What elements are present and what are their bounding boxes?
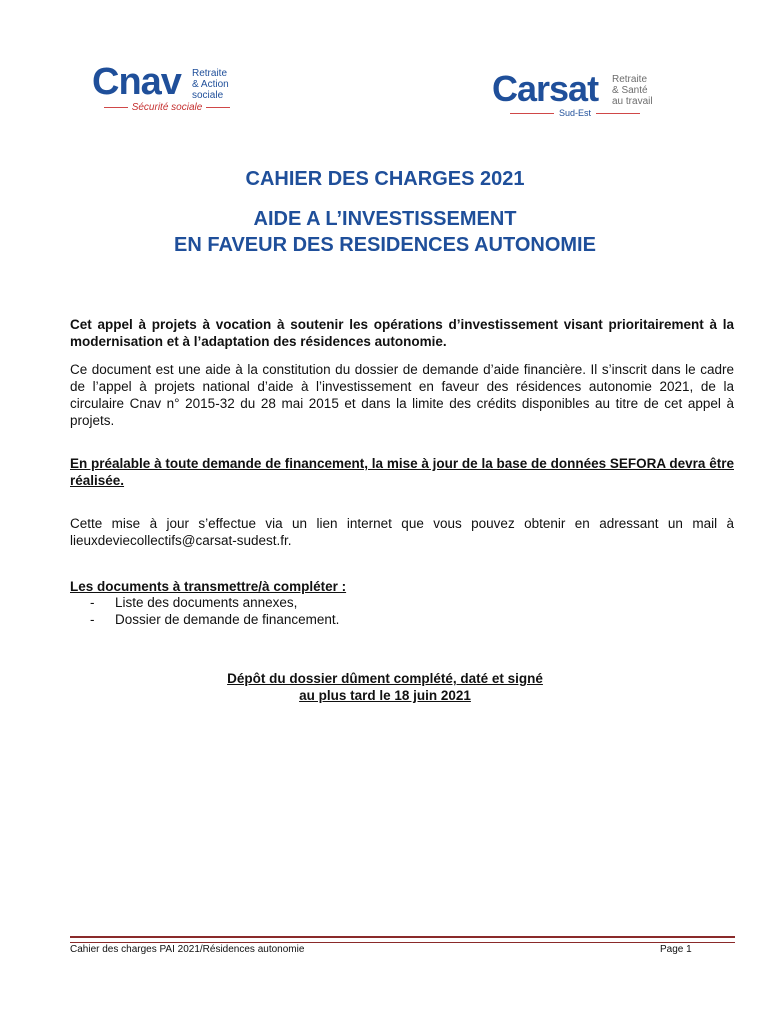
cnav-logo-side-text (192, 68, 229, 101)
cnav-side-line: Retraite (192, 68, 228, 79)
carsat-logo-side-text (612, 74, 653, 107)
cnav-logo-word: Cnav (92, 61, 181, 103)
carsat-side-line: au travail (612, 96, 653, 107)
document-title: CAHIER DES CHARGES 2021 (245, 168, 525, 190)
list-item: - Liste des documents annexes, (90, 595, 298, 610)
cnav-logo (92, 62, 252, 122)
intro-paragraph: Cet appel à projets à vocation à soutenir les opérations d’investissement visant prioritairement à la modernisation et à l’adaptation des résidences autonomie. (70, 317, 734, 349)
carsat-logo (492, 70, 672, 130)
document-subtitle-line2: EN FAVEUR DES RESIDENCES AUTONOMIE (174, 234, 596, 256)
description-paragraph: Ce document est une aide à la constitution du dossier de demande d’aide financière. Il s’inscrit dans le cadre de l’appel à projets national d’aide à l’investissement en faveur des résidences autonomie 2021, de la circulaire Cnav n° 2015-32 du 28 mai 2015 et dans la limite des crédits disponibles au titre de cet appel à projets. (70, 362, 734, 428)
footer-document-name: Cahier des charges PAI 2021/Résidences autonomie (70, 944, 305, 955)
carsat-side-line: & Santé (612, 85, 648, 96)
prerequisite-notice: En préalable à toute demande de financement, la mise à jour de la base de données SEFORA devra être réalisée. (70, 456, 734, 488)
deadline-line1: Dépôt du dossier dûment complété, daté et signé (227, 671, 543, 686)
documents-list (90, 594, 339, 628)
update-paragraph: Cette mise à jour s’effectue via un lien internet que vous pouvez obtenir en adressant un mail à lieuxdeviecollectifs@carsat-sudest.fr. (70, 516, 734, 548)
deadline-line2: au plus tard le 18 juin 2021 (299, 688, 471, 703)
carsat-logo-word: Carsat (492, 68, 599, 109)
documents-heading: Les documents à transmettre/à compléter : (70, 579, 347, 594)
cnav-logo-tagline: Sécurité sociale (92, 102, 242, 113)
cnav-side-line: sociale (192, 90, 224, 101)
footer-divider (70, 936, 735, 943)
document-subtitle-line1: AIDE A L’INVESTISSEMENT (253, 208, 517, 230)
cnav-side-line: & Action (192, 79, 229, 90)
carsat-logo-region: Sud-Est (500, 108, 650, 118)
carsat-side-line: Retraite (612, 74, 648, 85)
list-item: - Dossier de demande de financement. (90, 612, 340, 627)
footer-page-number: Page 1 (660, 944, 692, 955)
